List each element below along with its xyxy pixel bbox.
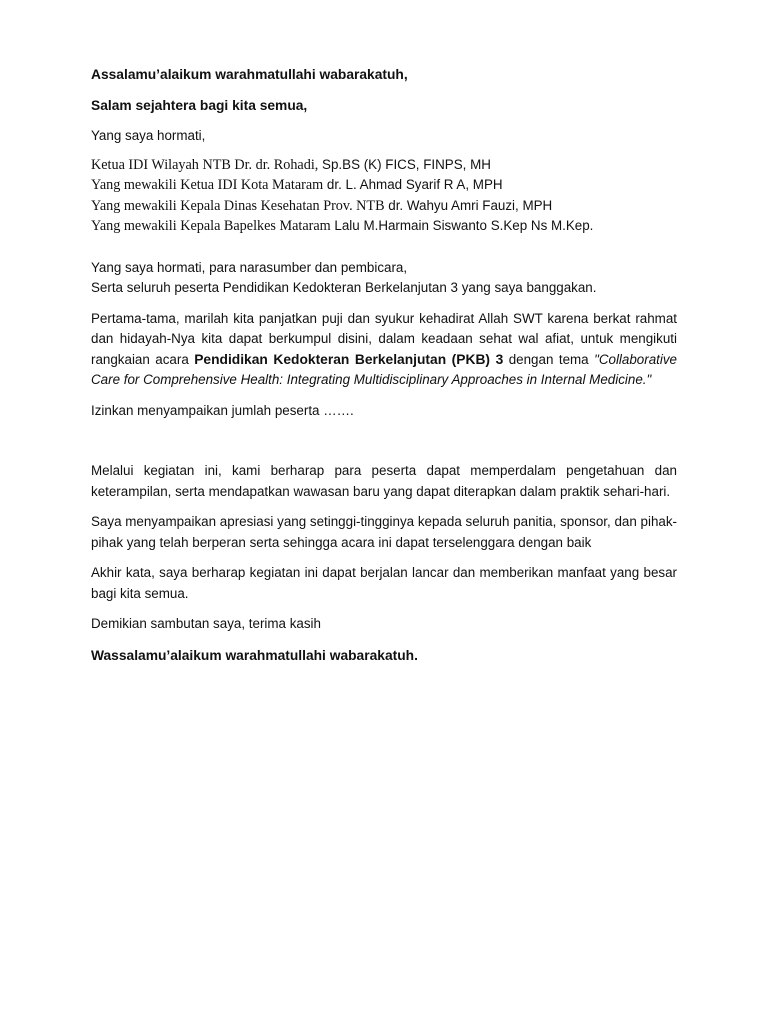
- dignitary-prefix: Yang mewakili Kepala Bapelkes Mataram: [91, 218, 331, 234]
- hope-paragraph: Melalui kegiatan ini, kami berharap para peserta dapat memperdalam pengetahuan dan keterampilan, serta mendapatkan wawasan baru yang dapat diterapkan dalam praktik sehari-hari.: [91, 463, 677, 499]
- dignitary-line: [91, 175, 677, 196]
- dignitary-line: [91, 196, 677, 217]
- dignitary-prefix: Yang mewakili Kepala Dinas Kesehatan Prov. NTB: [91, 197, 385, 214]
- participants-count-line: Izinkan menyampaikan jumlah peserta …….: [91, 402, 354, 418]
- opening-text: Pertama-tama, marilah kita panjatkan puji dan syukur kehadirat Allah SWT karena berkat rahmat dan hidayah-Nya kita dapat berkumpul disini, dalam keadaan sehat wal afiat, untuk mengikuti rangkaian acara: [91, 310, 677, 367]
- event-name: Pendidikan Kedokteran Berkelanjutan (PKB) 3: [194, 351, 504, 367]
- dignitary-rest: Sp.BS (K) FICS, FINPS, MH: [318, 156, 491, 172]
- document-body: [91, 63, 677, 666]
- dignitaries-list: [91, 155, 677, 237]
- dignitary-rest: dr. Wahyu Amri Fauzi, MPH: [384, 197, 553, 213]
- dignitary-prefix: Yang mewakili Ketua IDI Kota Mataram: [91, 177, 324, 193]
- closing-paragraph: Akhir kata, saya berharap kegiatan ini dapat berjalan lancar dan memberikan manfaat yang besar bagi kita semua.: [91, 565, 677, 601]
- opening-greeting: Assalamu’alaikum warahmatullahi wabarakatuh,: [91, 67, 408, 82]
- opening-paragraph: [91, 309, 677, 391]
- dignitary-rest: Lalu M.Harmain Siswanto S.Kep Ns M.Kep.: [330, 218, 594, 233]
- closing-thanks: Demikian sambutan saya, terima kasih: [91, 616, 321, 631]
- respect-line-participants: Serta seluruh peserta Pendidikan Kedokteran Berkelanjutan 3 yang saya banggakan.: [91, 280, 597, 295]
- honorific-intro: Yang saya hormati,: [91, 128, 206, 143]
- closing-greeting: Wassalamu’alaikum warahmatullahi wabarakatuh.: [91, 647, 418, 663]
- dignitary-line: [91, 155, 677, 176]
- appreciation-paragraph: Saya menyampaikan apresiasi yang setinggi-tingginya kepada seluruh panitia, sponsor, dan pihak-pihak yang telah berperan serta sehingga acara ini dapat terselenggara dengan baik: [91, 514, 677, 550]
- event-theme: "Collaborative Care for Comprehensive Health: Integrating Multidisciplinary Approaches in Internal Medicine.": [91, 351, 677, 387]
- theme-connector: dengan tema: [503, 351, 595, 367]
- respect-line-speakers: Yang saya hormati, para narasumber dan pembicara,: [91, 259, 408, 275]
- dignitary-prefix: Ketua IDI Wilayah NTB Dr. dr. Rohadi,: [91, 156, 319, 173]
- salam-greeting: Salam sejahtera bagi kita semua,: [91, 98, 308, 113]
- dignitary-rest: dr. L. Ahmad Syarif R A, MPH: [323, 177, 503, 192]
- dignitary-line: [91, 216, 677, 237]
